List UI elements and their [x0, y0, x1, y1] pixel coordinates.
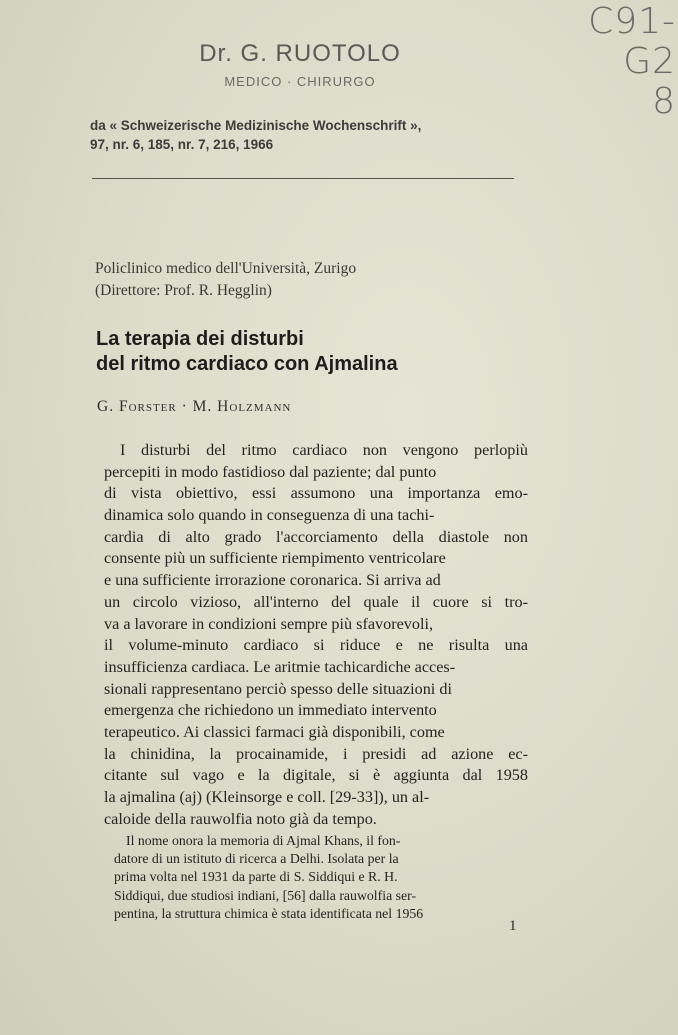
body-paragraph — [104, 440, 528, 830]
body-line: cardia di alto grado l'accorciamento della diastole non — [104, 527, 528, 546]
body-line: caloide della rauwolfia noto già da tempo. — [104, 809, 377, 828]
body-line: insufficienza cardiaca. Le aritmie tachicardiche acces- — [104, 657, 456, 676]
body-line: va a lavorare in condizioni sempre più sfavorevoli, — [104, 614, 434, 633]
footnote-line: datore di un istituto di ricerca a Delhi. Isolata per la — [114, 851, 399, 867]
body-line: terapeutico. Ai classici farmaci già disponibili, come — [104, 722, 445, 741]
publication-source — [90, 116, 510, 154]
stamp-doctor-name: Dr. G. RUOTOLO — [199, 40, 401, 67]
footnote-paragraph — [114, 832, 530, 923]
body-line: il volume-minuto cardiaco si riduce e ne risulta una — [104, 636, 528, 655]
footnote-line: Siddiqui, due studiosi indiani, [56] dalla rauwolfia ser- — [114, 887, 417, 903]
page-number: 1 — [509, 918, 517, 934]
institution — [95, 258, 495, 302]
handwritten-annotation — [548, 2, 676, 122]
article-title-line-1: La terapia dei disturbi — [96, 328, 304, 350]
handwritten-line-1: C91-G2 — [588, 1, 676, 82]
body-line: citante sul vago e la digitale, si è aggiunta dal 1958 — [104, 766, 528, 785]
body-line: I disturbi del ritmo cardiaco non vengono perlopiù — [120, 441, 528, 459]
article-title — [96, 327, 516, 377]
footnote-line: pentina, la struttura chimica è stata identificata nel 1956 — [114, 905, 424, 921]
authors: G. Forster · M. Holzmann — [97, 398, 292, 415]
body-line: di vista obiettivo, essi assumono una importanza emo- — [104, 484, 528, 503]
divider — [92, 178, 514, 179]
body-line: dinamica solo quando in conseguenza di una tachi- — [104, 506, 435, 525]
institution-line-1: Policlinico medico dell'Università, Zurigo — [95, 260, 357, 277]
source-line-1: da « Schweizerische Medizinische Wochenschrift », — [90, 118, 422, 133]
stamp-doctor-title: MEDICO · CHIRURGO — [224, 74, 376, 89]
body-line: la chinidina, la procainamide, i presidi ad azione ec- — [104, 744, 528, 763]
body-line: sionali rappresentano perciò spesso delle situazioni di — [104, 679, 452, 698]
source-line-2: 97, nr. 6, 185, nr. 7, 216, 1966 — [90, 137, 274, 152]
body-line: percepiti in modo fastidioso dal paziente; dal punto — [104, 462, 437, 481]
footnote-line: Il nome onora la memoria di Ajmal Khans, il fon- — [126, 833, 401, 848]
handwritten-line-2: 8 — [652, 81, 676, 122]
footnote-line: prima volta nel 1931 da parte di S. Siddiqui e R. H. — [114, 869, 398, 885]
body-line: consente più un sufficiente riempimento ventricolare — [104, 549, 446, 568]
body-line: un circolo vizioso, all'interno del quale il cuore si tro- — [104, 592, 528, 611]
body-line: emergenza che richiedono un immediato intervento — [104, 701, 437, 720]
article-title-line-2: del ritmo cardiaco con Ajmalina — [96, 353, 398, 375]
body-line: e una sufficiente irrorazione coronarica. Si arriva ad — [104, 571, 441, 590]
body-line: la ajmalina (aj) (Kleinsorge e coll. [29-33]), un al- — [104, 788, 430, 806]
institution-line-2: (Direttore: Prof. R. Hegglin) — [95, 282, 272, 299]
